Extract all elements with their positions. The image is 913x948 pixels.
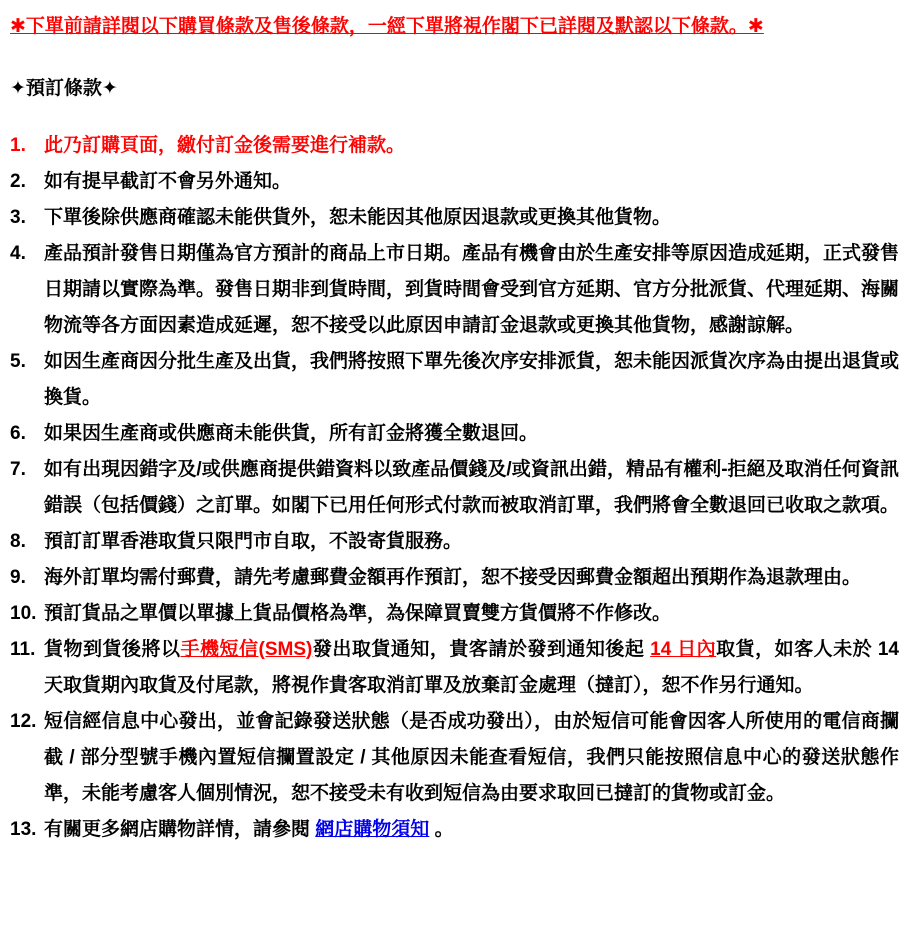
term-number: 8. bbox=[10, 530, 26, 552]
term-text bbox=[44, 452, 899, 524]
term-number: 5. bbox=[10, 350, 26, 372]
term-text bbox=[44, 164, 899, 200]
term-text-segment: 產品預計發售日期僅為官方預計的商品上市日期。產品有機會由於生產安排等原因造成延期，正式發售日期請以實際為準。發售日期非到貨時間，到貨時間會受到官方延期、官方分批派貨、代理延期、海關物流等各方面因素造成延遲，恕不接受以此原因申請訂金退款或更換其他貨物，感謝諒解。 bbox=[44, 242, 900, 336]
term-text-segment: 此乃訂購頁面，繳付訂金後需要進行補款。 bbox=[44, 134, 406, 156]
term-text bbox=[44, 344, 899, 416]
term-item bbox=[10, 524, 899, 560]
term-item bbox=[10, 416, 899, 452]
term-text bbox=[44, 632, 899, 704]
term-item bbox=[10, 200, 899, 236]
term-number: 11. bbox=[10, 638, 36, 660]
term-text-segment: 海外訂單均需付郵費，請先考慮郵費金額再作預訂，恕不接受因郵費金額超出預期作為退款理由。 bbox=[44, 566, 862, 588]
term-text bbox=[44, 704, 899, 812]
term-item bbox=[10, 128, 899, 164]
term-item bbox=[10, 164, 899, 200]
term-item bbox=[10, 344, 899, 416]
term-text bbox=[44, 524, 899, 560]
term-item bbox=[10, 704, 899, 812]
term-text bbox=[44, 596, 899, 632]
term-text bbox=[44, 128, 899, 164]
term-text bbox=[44, 812, 899, 848]
highlighted-text: 手機短信(SMS) bbox=[180, 638, 313, 660]
purchase-notice-title: ✱下單前請詳閱以下購買條款及售後條款，一經下單將視作閣下已詳閱及默認以下條款。✱ bbox=[10, 16, 764, 37]
term-number: 13. bbox=[10, 818, 37, 840]
shop-guide-link[interactable]: 網店購物須知 bbox=[315, 818, 430, 840]
term-item bbox=[10, 560, 899, 596]
term-text-segment: 如有出現因錯字及/或供應商提供錯資料以致產品價錢及/或資訊出錯，精品有權利-拒絕及取消任何資訊錯誤（包括價錢）之訂單。如閣下已用任何形式付款而被取消訂單，我們將會全數退回已收取之款項。 bbox=[44, 458, 900, 516]
term-text-segment: 取貨，如客人未於 14 天取貨期內取貨及付尾款，將視作貴客取消訂單及放棄訂金處理（撻訂），恕不作另行通知。 bbox=[44, 638, 899, 696]
term-text-segment: 有關更多網店購物詳情，請參閱 bbox=[44, 818, 316, 840]
term-number: 12. bbox=[10, 710, 37, 732]
term-text bbox=[44, 416, 899, 452]
term-text-segment: 如有提早截訂不會另外通知。 bbox=[44, 170, 292, 192]
term-text-segment: 預訂訂單香港取貨只限門市自取，不設寄貨服務。 bbox=[44, 530, 463, 552]
term-text-segment: 發出取貨通知，貴客請於發到通知後起 bbox=[312, 638, 651, 660]
term-text-segment: 短信經信息中心發出，並會記錄發送狀態（是否成功發出），由於短信可能會因客人所使用的電信商攔截 / 部分型號手機內置短信攔置設定 / 其他原因未能查看短信，我們只能按照信息中心的發送狀態作準，未能考慮客人個別情況，恕不接受未有收到短信為由要求取回已撻訂的貨物或訂金。 bbox=[44, 710, 899, 804]
term-number: 4. bbox=[10, 242, 26, 264]
highlighted-text: 14 日內 bbox=[650, 638, 717, 660]
term-text bbox=[44, 560, 899, 596]
term-number: 1. bbox=[10, 134, 26, 156]
term-text-segment: 。 bbox=[429, 818, 454, 840]
term-item bbox=[10, 596, 899, 632]
section-title-preorder-terms: ✦預訂條款✦ bbox=[10, 77, 118, 99]
term-item bbox=[10, 236, 899, 344]
term-item bbox=[10, 632, 899, 704]
term-text-segment: 下單後除供應商確認未能供貨外，恕未能因其他原因退款或更換其他貨物。 bbox=[44, 206, 672, 228]
term-text-segment: 預訂貨品之單價以單據上貨品價格為準，為保障買賣雙方貨價將不作修改。 bbox=[44, 602, 672, 624]
term-text bbox=[44, 200, 899, 236]
term-number: 9. bbox=[10, 566, 26, 588]
term-number: 3. bbox=[10, 206, 26, 228]
term-number: 2. bbox=[10, 170, 26, 192]
term-text-segment: 如果因生產商或供應商未能供貨，所有訂金將獲全數退回。 bbox=[44, 422, 539, 444]
term-number: 10. bbox=[10, 602, 37, 624]
term-number: 6. bbox=[10, 422, 26, 444]
term-text-segment: 如因生產商因分批生產及出貨，我們將按照下單先後次序安排派貨，恕未能因派貨次序為由提出退貨或換貨。 bbox=[44, 350, 900, 408]
term-number: 7. bbox=[10, 458, 26, 480]
term-item bbox=[10, 452, 899, 524]
terms-list bbox=[10, 128, 899, 848]
term-text-segment: 貨物到貨後將以 bbox=[44, 638, 181, 660]
term-item bbox=[10, 812, 899, 848]
term-text bbox=[44, 236, 899, 344]
